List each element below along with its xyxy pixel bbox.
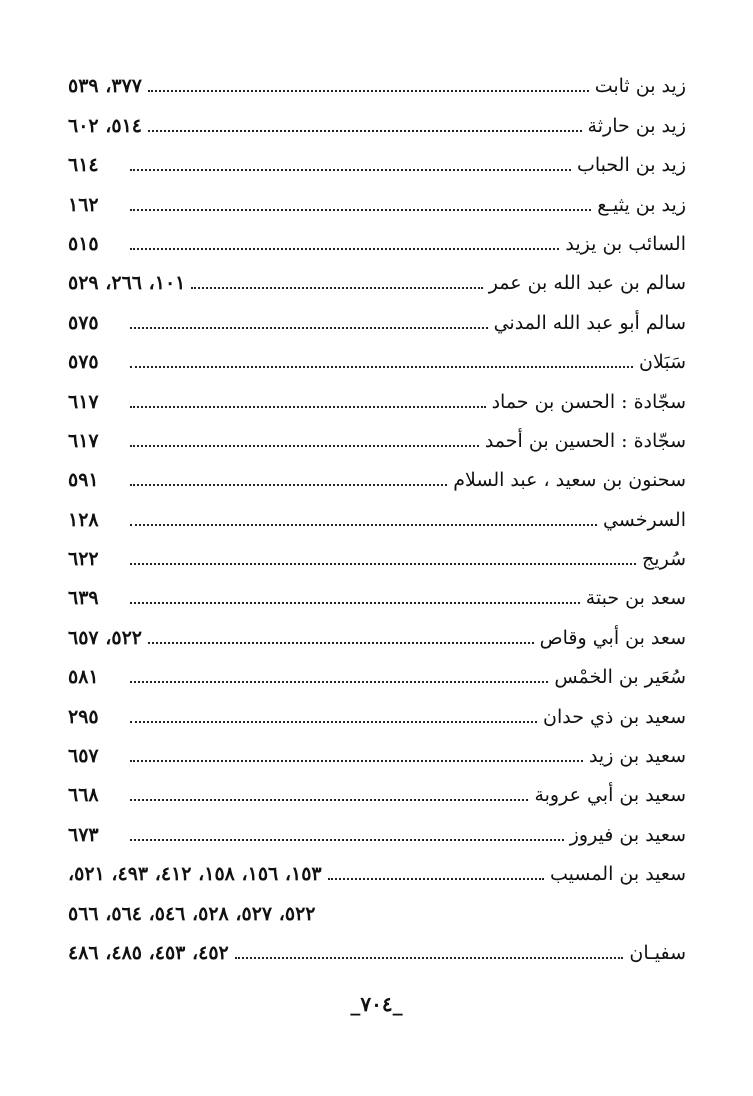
dot-leader xyxy=(328,878,544,880)
entry-name: سعيد بن فيروز xyxy=(569,823,686,846)
index-entry xyxy=(68,531,686,570)
entry-name: سفيـان xyxy=(629,941,686,964)
index-entry xyxy=(68,97,686,136)
dot-leader xyxy=(130,366,633,368)
entry-pages: ٥٨١ xyxy=(68,666,99,689)
entry-pages: ١٢٨ xyxy=(68,508,99,531)
entry-name: سحنون بن سعيد ، عبد السلام xyxy=(453,469,686,492)
entry-pages: ١٦٢ xyxy=(68,193,99,216)
entry-name: السائب بن يزيد xyxy=(565,232,686,255)
dot-leader xyxy=(130,602,580,604)
entry-name: سعيد بن ذي حدان xyxy=(543,705,686,728)
index-list xyxy=(68,58,686,964)
dot-leader xyxy=(130,721,537,723)
entry-name: سالم بن عبد الله بن عمر xyxy=(488,272,686,295)
entry-pages: ٥٢٢، ٥٢٧، ٥٢٨، ٥٤٦، ٥٦٤، ٥٦٦ xyxy=(68,902,316,925)
index-entry xyxy=(68,413,686,452)
dot-leader xyxy=(148,642,534,644)
index-entry xyxy=(68,925,686,964)
entry-name: سعيد بن أبي عروبة xyxy=(534,784,686,807)
index-entry xyxy=(68,216,686,255)
dot-leader xyxy=(130,484,447,486)
entry-pages: ٥٩١ xyxy=(68,469,99,492)
index-entry xyxy=(68,846,686,885)
entry-pages: ٦١٧ xyxy=(68,429,99,452)
entry-name: سجّادة : الحسين بن أحمد xyxy=(484,429,686,452)
entry-pages: ٦١٤ xyxy=(68,154,99,177)
entry-name: سالم أبو عبد الله المدني xyxy=(493,311,686,334)
index-entry xyxy=(68,255,686,294)
dot-leader xyxy=(148,130,582,132)
dot-leader xyxy=(130,524,597,526)
entry-pages: ٣٧٧، ٥٣٩ xyxy=(68,75,142,98)
dot-leader xyxy=(130,406,486,408)
entry-pages: ٦٧٣ xyxy=(68,823,99,846)
entry-name: زيد بن الحباب xyxy=(576,154,686,177)
dot-leader xyxy=(130,327,488,329)
entry-pages: ٥٧٥ xyxy=(68,351,99,374)
entry-pages: ٦١٧ xyxy=(68,390,99,413)
entry-pages: ٥٢٢، ٦٥٧ xyxy=(68,626,142,649)
index-entry xyxy=(68,137,686,176)
entry-name: سعد بن حبتة xyxy=(585,587,686,610)
index-entry xyxy=(68,294,686,333)
entry-name: سعد بن أبي وقاص xyxy=(539,626,686,649)
entry-pages: ٥١٤، ٦٠٢ xyxy=(68,114,142,137)
index-entry xyxy=(68,373,686,412)
index-entry xyxy=(68,806,686,845)
dot-leader xyxy=(130,839,564,841)
entry-pages: ٥٧٥ xyxy=(68,311,99,334)
entry-name: سجّادة : الحسن بن حماد xyxy=(491,390,686,413)
entry-pages: ٦٣٩ xyxy=(68,587,99,610)
index-entry xyxy=(68,570,686,609)
entry-pages: ٦٢٢ xyxy=(68,548,99,571)
dot-leader xyxy=(235,957,624,959)
page-number: _٧٠٤_ xyxy=(350,992,403,1016)
index-entry xyxy=(68,491,686,530)
dot-leader xyxy=(130,563,636,565)
entry-name: السرخسي xyxy=(602,508,686,531)
entry-name: سُعَير بن الخمْس xyxy=(554,666,686,689)
entry-name: سعيد بن زيد xyxy=(588,745,686,768)
entry-pages: ١٠١، ٢٦٦، ٥٢٩ xyxy=(68,272,186,295)
entry-pages: ٢٩٥ xyxy=(68,705,99,728)
dot-leader xyxy=(130,799,528,801)
entry-pages: ٦٦٨ xyxy=(68,784,99,807)
index-entry xyxy=(68,452,686,491)
index-entry xyxy=(68,58,686,97)
dot-leader xyxy=(130,445,479,447)
entry-pages: ٦٥٧ xyxy=(68,745,99,768)
dot-leader xyxy=(130,681,548,683)
entry-name: سَبَلان xyxy=(639,351,686,374)
dot-leader xyxy=(130,209,591,211)
index-entry xyxy=(68,609,686,648)
index-entry xyxy=(68,334,686,373)
index-entry-continuation xyxy=(68,885,686,924)
index-entry xyxy=(68,176,686,215)
entry-name: سعيد بن المسيب xyxy=(549,863,686,886)
index-entry xyxy=(68,767,686,806)
dot-leader xyxy=(191,287,482,289)
entry-name: سُريج xyxy=(642,548,686,571)
entry-name: زيد بن يثيـع xyxy=(597,193,686,216)
index-entry xyxy=(68,728,686,767)
dot-leader xyxy=(130,760,583,762)
entry-pages: ١٥٣، ١٥٦، ١٥٨، ٤١٢، ٤٩٣، ٥٢١، xyxy=(68,863,322,886)
entry-pages: ٥١٥ xyxy=(68,232,99,255)
entry-pages: ٤٥٢، ٤٥٣، ٤٨٥، ٤٨٦ xyxy=(68,941,229,964)
dot-leader xyxy=(130,248,559,250)
dot-leader xyxy=(148,90,589,92)
entry-name: زيد بن ثابت xyxy=(594,75,686,98)
entry-name: زيد بن حارثة xyxy=(587,114,686,137)
index-entry xyxy=(68,649,686,688)
dot-leader xyxy=(130,169,571,171)
index-entry xyxy=(68,688,686,727)
